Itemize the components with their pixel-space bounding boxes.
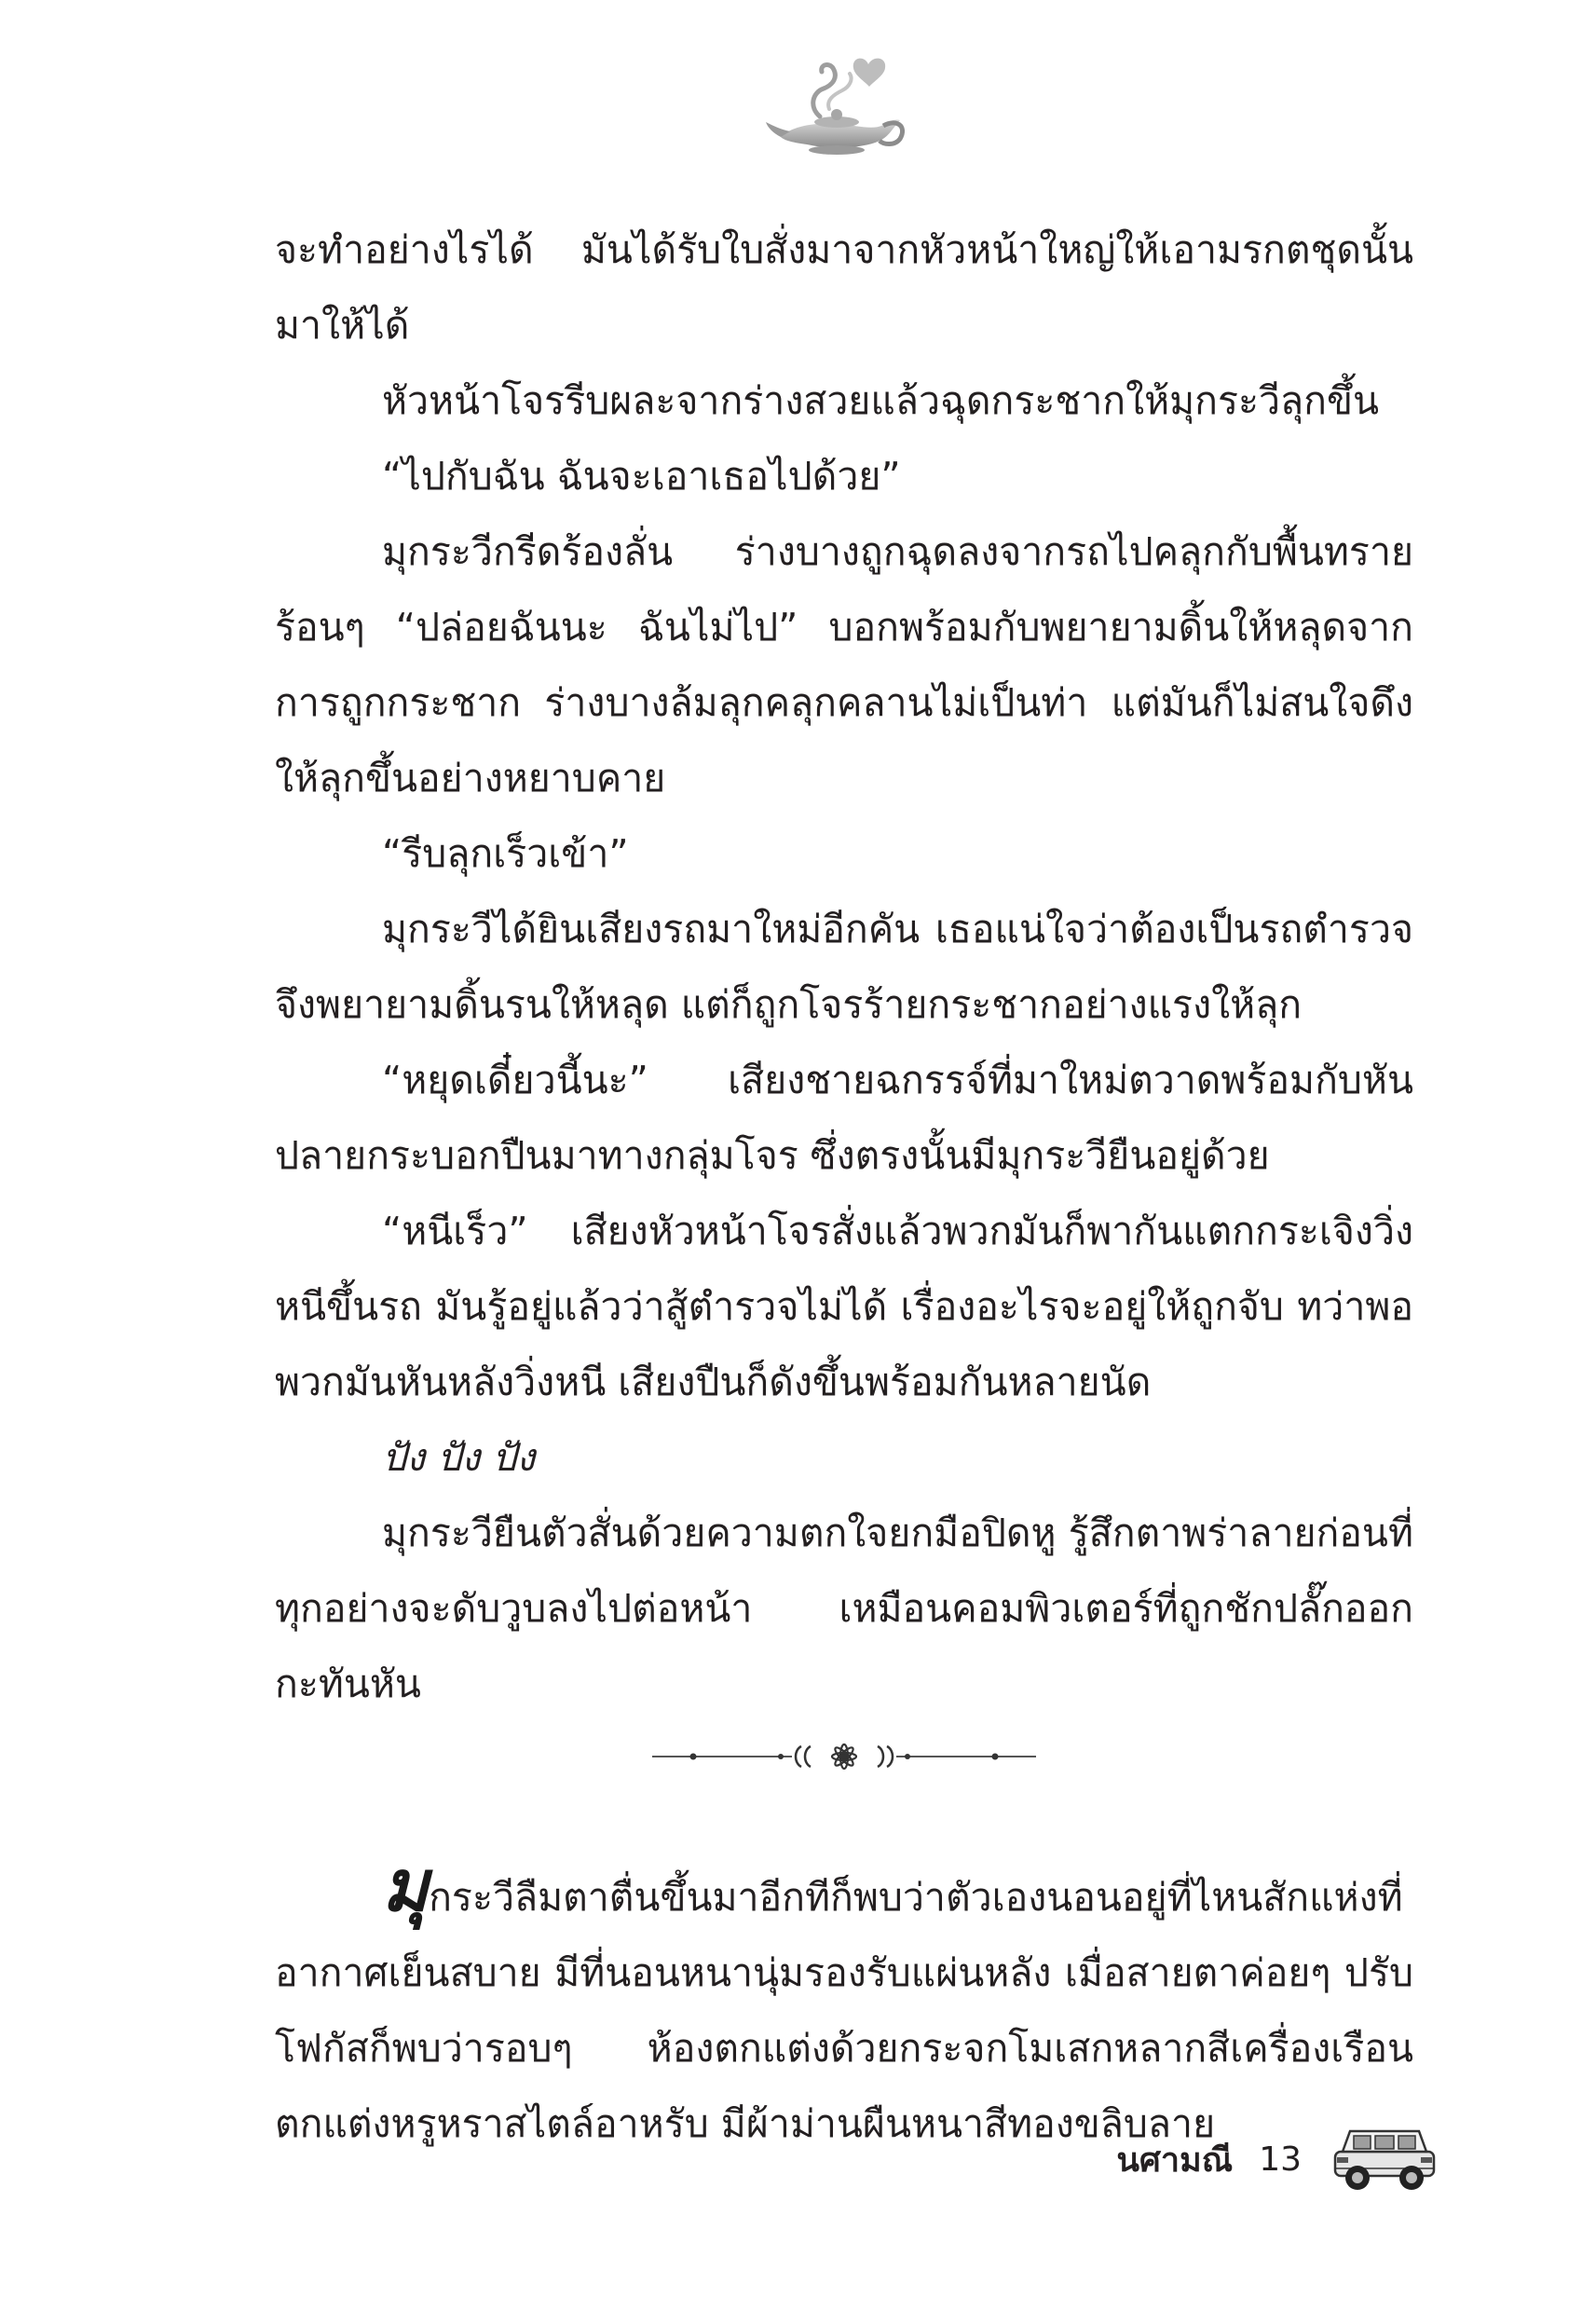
ornamental-divider-icon — [652, 1741, 1036, 1772]
body-paragraph: มุกระวียืนตัวสั่นด้วยความตกใจยกมือปิดหู รู้สึกตาพร่าลายก่อนที่ทุกอย่างจะดับวูบลงไปต่อหน้า เหมือนคอมพิวเตอร์ที่ถูกชักปลั๊กออกกะทันหัน — [275, 1511, 1413, 1706]
body-paragraph: จะทำอย่างไรได้ มันได้รับใบสั่งมาจากหัวหน้าใหญ่ให้เอามรกตชุดนั้นมาให้ได้ — [275, 227, 1413, 348]
body-paragraph: “รีบลุกเร็วเข้า” — [382, 831, 629, 876]
body-paragraph: “หนีเร็ว” เสียงหัวหน้าโจรสั่งแล้วพวกมันก็พากันแตกกระเจิงวิ่งหนีขึ้นรถ มันรู้อยู่แล้วว่าสู้ตำรวจไม่ได้ เรื่องอะไรจะอยู่ให้ถูกจับ ทว่าพอพวกมันหันหลังวิ่งหนี เสียงปืนก็ดังขึ้นพร้อมกันหลายนัด — [275, 1209, 1413, 1404]
body-paragraph: “หยุดเดี๋ยวนี้นะ” เสียงชายฉกรรจ์ที่มาใหม่ตวาดพร้อมกับหันปลายกระบอกปืนมาทางกลุ่มโจร ซึ่งตรงนั้นมีมุกระวียืนอยู่ด้วย — [275, 1058, 1413, 1178]
body-paragraph: หัวหน้าโจรรีบผละจากร่างสวยแล้วฉุดกระชากให้มุกระวีลุกขึ้น — [382, 378, 1380, 423]
body-paragraph: “ไปกับฉัน ฉันจะเอาเธอไปด้วย” — [382, 454, 901, 499]
body-paragraph: มุกระวีกรีดร้องลั่น ร่างบางถูกฉุดลงจากรถไปคลุกกับพื้นทรายร้อนๆ “ปล่อยฉันนะ ฉันไม่ไป” บอกพร้อมกับพยายามดิ้นให้หลุดจากการถูกกระชาก ร่างบางล้มลุกคลุกคลานไม่เป็นท่า แต่มันก็ไม่สนใจดึงให้ลุกขึ้นอย่างหยาบคาย — [275, 529, 1413, 800]
section-paragraph-text: กระวีลืมตาตื่นขึ้นมาอีกทีก็พบว่าตัวเองนอนอยู่ที่ไหนสักแห่งที่อากาศเย็นสบาย มีที่นอนหนานุ่มรองรับแผ่นหลัง เมื่อสายตาค่อยๆ ปรับโฟกัสก็พบว่ารอบๆ ห้องตกแต่งด้วยกระจกโมเสกหลากสีเครื่องเรือนตกแต่งหรูหราสไตล์อาหรับ มีผ้าม่านผืนหนาสีทองขลิบลาย — [275, 1875, 1413, 2146]
body-paragraph: มุกระวีได้ยินเสียงรถมาใหม่อีกคัน เธอแน่ใจว่าต้องเป็นรถตำรวจจึงพยายามดิ้นรนให้หลุด แต่ก็ถูกโจรร้ายกระชากอย่างแรงให้ลุก — [275, 907, 1413, 1027]
page-footer — [1116, 2117, 1439, 2201]
body-paragraph: ปัง ปัง ปัง — [382, 1435, 536, 1480]
magic-lamp-heart-icon — [764, 51, 913, 158]
jeep-car-icon — [1330, 2124, 1439, 2195]
drop-cap: มุ — [382, 1844, 430, 1927]
footer-author: นศามณี — [1116, 2140, 1234, 2180]
page-number: 13 — [1259, 2140, 1302, 2179]
body-text — [275, 212, 1413, 1722]
